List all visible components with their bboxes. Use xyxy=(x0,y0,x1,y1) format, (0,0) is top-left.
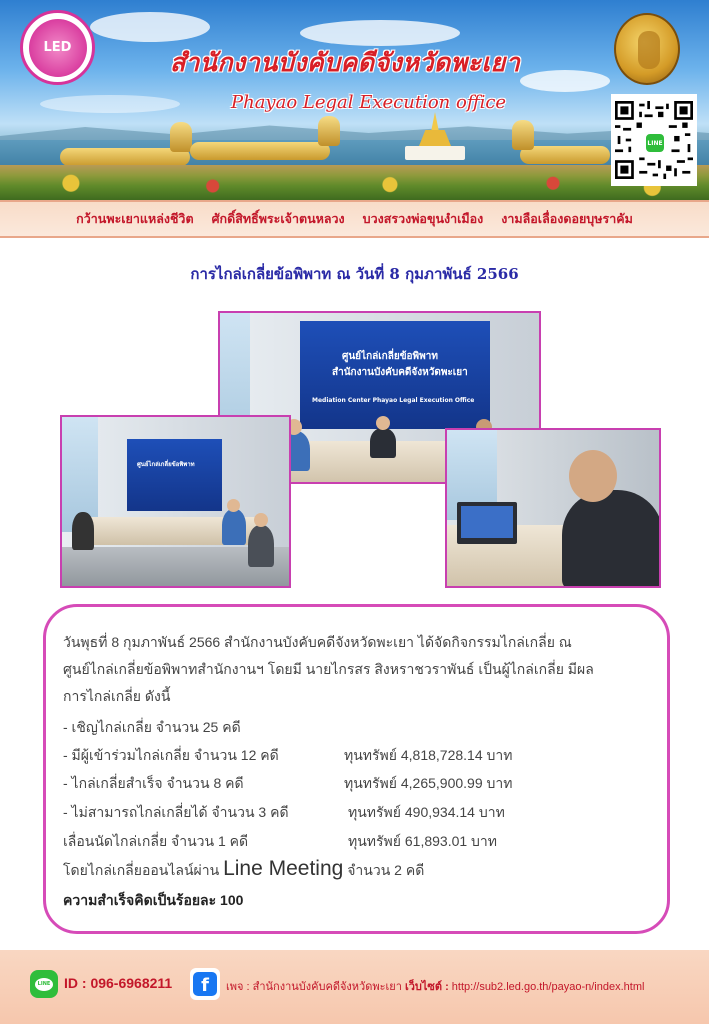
facebook-page-and-website xyxy=(226,977,644,995)
website-label: เว็บไซต์ : xyxy=(404,981,449,993)
naga-sculpture xyxy=(520,146,610,164)
item-success: - ไกล่เกลี่ยสำเร็จ จำนวน 8 คดี xyxy=(63,775,244,791)
naga-head xyxy=(170,122,192,152)
sign-mediation-center: ศูนย์ไกล่เกลี่ยข้อพิพาท xyxy=(342,351,438,362)
online-platform: Line Meeting xyxy=(223,857,344,880)
naga-head xyxy=(512,120,534,150)
website-link[interactable]: http://sub2.led.go.th/payao-n/index.html xyxy=(451,981,645,993)
slogan-1: กว้านพะเยาแหล่งชีวิต xyxy=(76,211,194,226)
mediation-summary-box xyxy=(43,604,670,934)
naga-head xyxy=(318,116,340,146)
slogan-4: งามลือเลื่องดอยบุษราคัม xyxy=(501,211,633,226)
article-headline: การไกล่เกลี่ยข้อพิพาท ณ วันที่ 8 กุมภาพันธ์ 2566 xyxy=(190,265,519,283)
online-prefix: โดยไกล่เกลี่ยออนไลน์ผ่าน xyxy=(63,862,220,878)
cloud xyxy=(520,70,610,92)
line-qr-code[interactable] xyxy=(611,94,697,186)
slogan-3: บวงสรวงพ่อขุนงำเมือง xyxy=(362,211,484,226)
slogan-2: ศักดิ์สิทธิ์พระเจ้าตนหลวง xyxy=(211,211,345,226)
intro-line-3: การไกล่เกลี่ย ดังนี้ xyxy=(63,688,171,704)
department-logo: LED xyxy=(20,10,95,85)
line-id: ID : 096-6968211 xyxy=(64,975,173,991)
office-title-english: Phayao Legal Execution office xyxy=(231,92,507,113)
item-postponed-value: ทุนทรัพย์ 61,893.01 บาท xyxy=(348,833,498,849)
line-app-icon: LINE xyxy=(644,132,666,154)
item-success-value: ทุนทรัพย์ 4,265,900.99 บาท xyxy=(344,775,513,791)
sign-office-name: สำนักงานบังคับคดีจังหวัดพะเยา xyxy=(332,367,468,378)
item-failed-value: ทุนทรัพย์ 490,934.14 บาท xyxy=(348,804,505,820)
item-failed: - ไม่สามารถไกล่เกลี่ยได้ จำนวน 3 คดี xyxy=(63,804,289,820)
footer-bar xyxy=(0,950,709,1024)
line-icon[interactable]: LINE xyxy=(30,970,58,998)
online-suffix: จำนวน 2 คดี xyxy=(347,862,425,878)
photo-mediation-room-left xyxy=(60,415,291,588)
naga-sculpture xyxy=(190,142,330,160)
golden-pagoda xyxy=(405,112,465,160)
cloud xyxy=(90,12,210,42)
cloud xyxy=(40,95,180,113)
photo-mediator-laptop xyxy=(445,428,661,588)
item-attended: - มีผู้เข้าร่วมไกล่เกลี่ย จำนวน 12 คดี xyxy=(63,747,279,763)
item-attended-value: ทุนทรัพย์ 4,818,728.14 บาท xyxy=(344,747,513,763)
item-postponed: เลื่อนนัดไกล่เกลี่ย จำนวน 1 คดี xyxy=(63,833,249,849)
item-invited: - เชิญไกล่เกลี่ย จำนวน 25 คดี xyxy=(63,719,241,735)
royal-seal-logo xyxy=(614,13,680,85)
success-rate: ความสำเร็จคิดเป็นร้อยละ 100 xyxy=(63,892,244,908)
header-banner xyxy=(0,0,709,200)
office-title-thai: สำนักงานบังคับคดีจังหวัดพะเยา xyxy=(170,48,521,77)
facebook-icon[interactable]: f xyxy=(190,968,220,1000)
slogan-bar xyxy=(0,200,709,238)
sign-mediation-center-small: ศูนย์ไกล่เกลี่ยข้อพิพาท xyxy=(137,461,195,468)
intro-line-1: วันพุธที่ 8 กุมภาพันธ์ 2566 สำนักงานบังคับคดีจังหวัดพะเยา ได้จัดกิจกรรมไกล่เกลี่ย ณ xyxy=(63,634,572,650)
facebook-page-label: เพจ : สำนักงานบังคับคดีจังหวัดพะเยา xyxy=(226,981,402,993)
sign-english: Mediation Center Phayao Legal Execution Office xyxy=(312,397,475,404)
intro-line-2: ศูนย์ไกล่เกลี่ยข้อพิพาทสำนักงานฯ โดยมี นายไกรสร สิงหราชวราพันธ์ เป็นผู้ไกล่เกลี่ย มีผล xyxy=(63,661,594,677)
online-mediation-line xyxy=(63,857,424,882)
flower-bushes xyxy=(0,172,709,200)
